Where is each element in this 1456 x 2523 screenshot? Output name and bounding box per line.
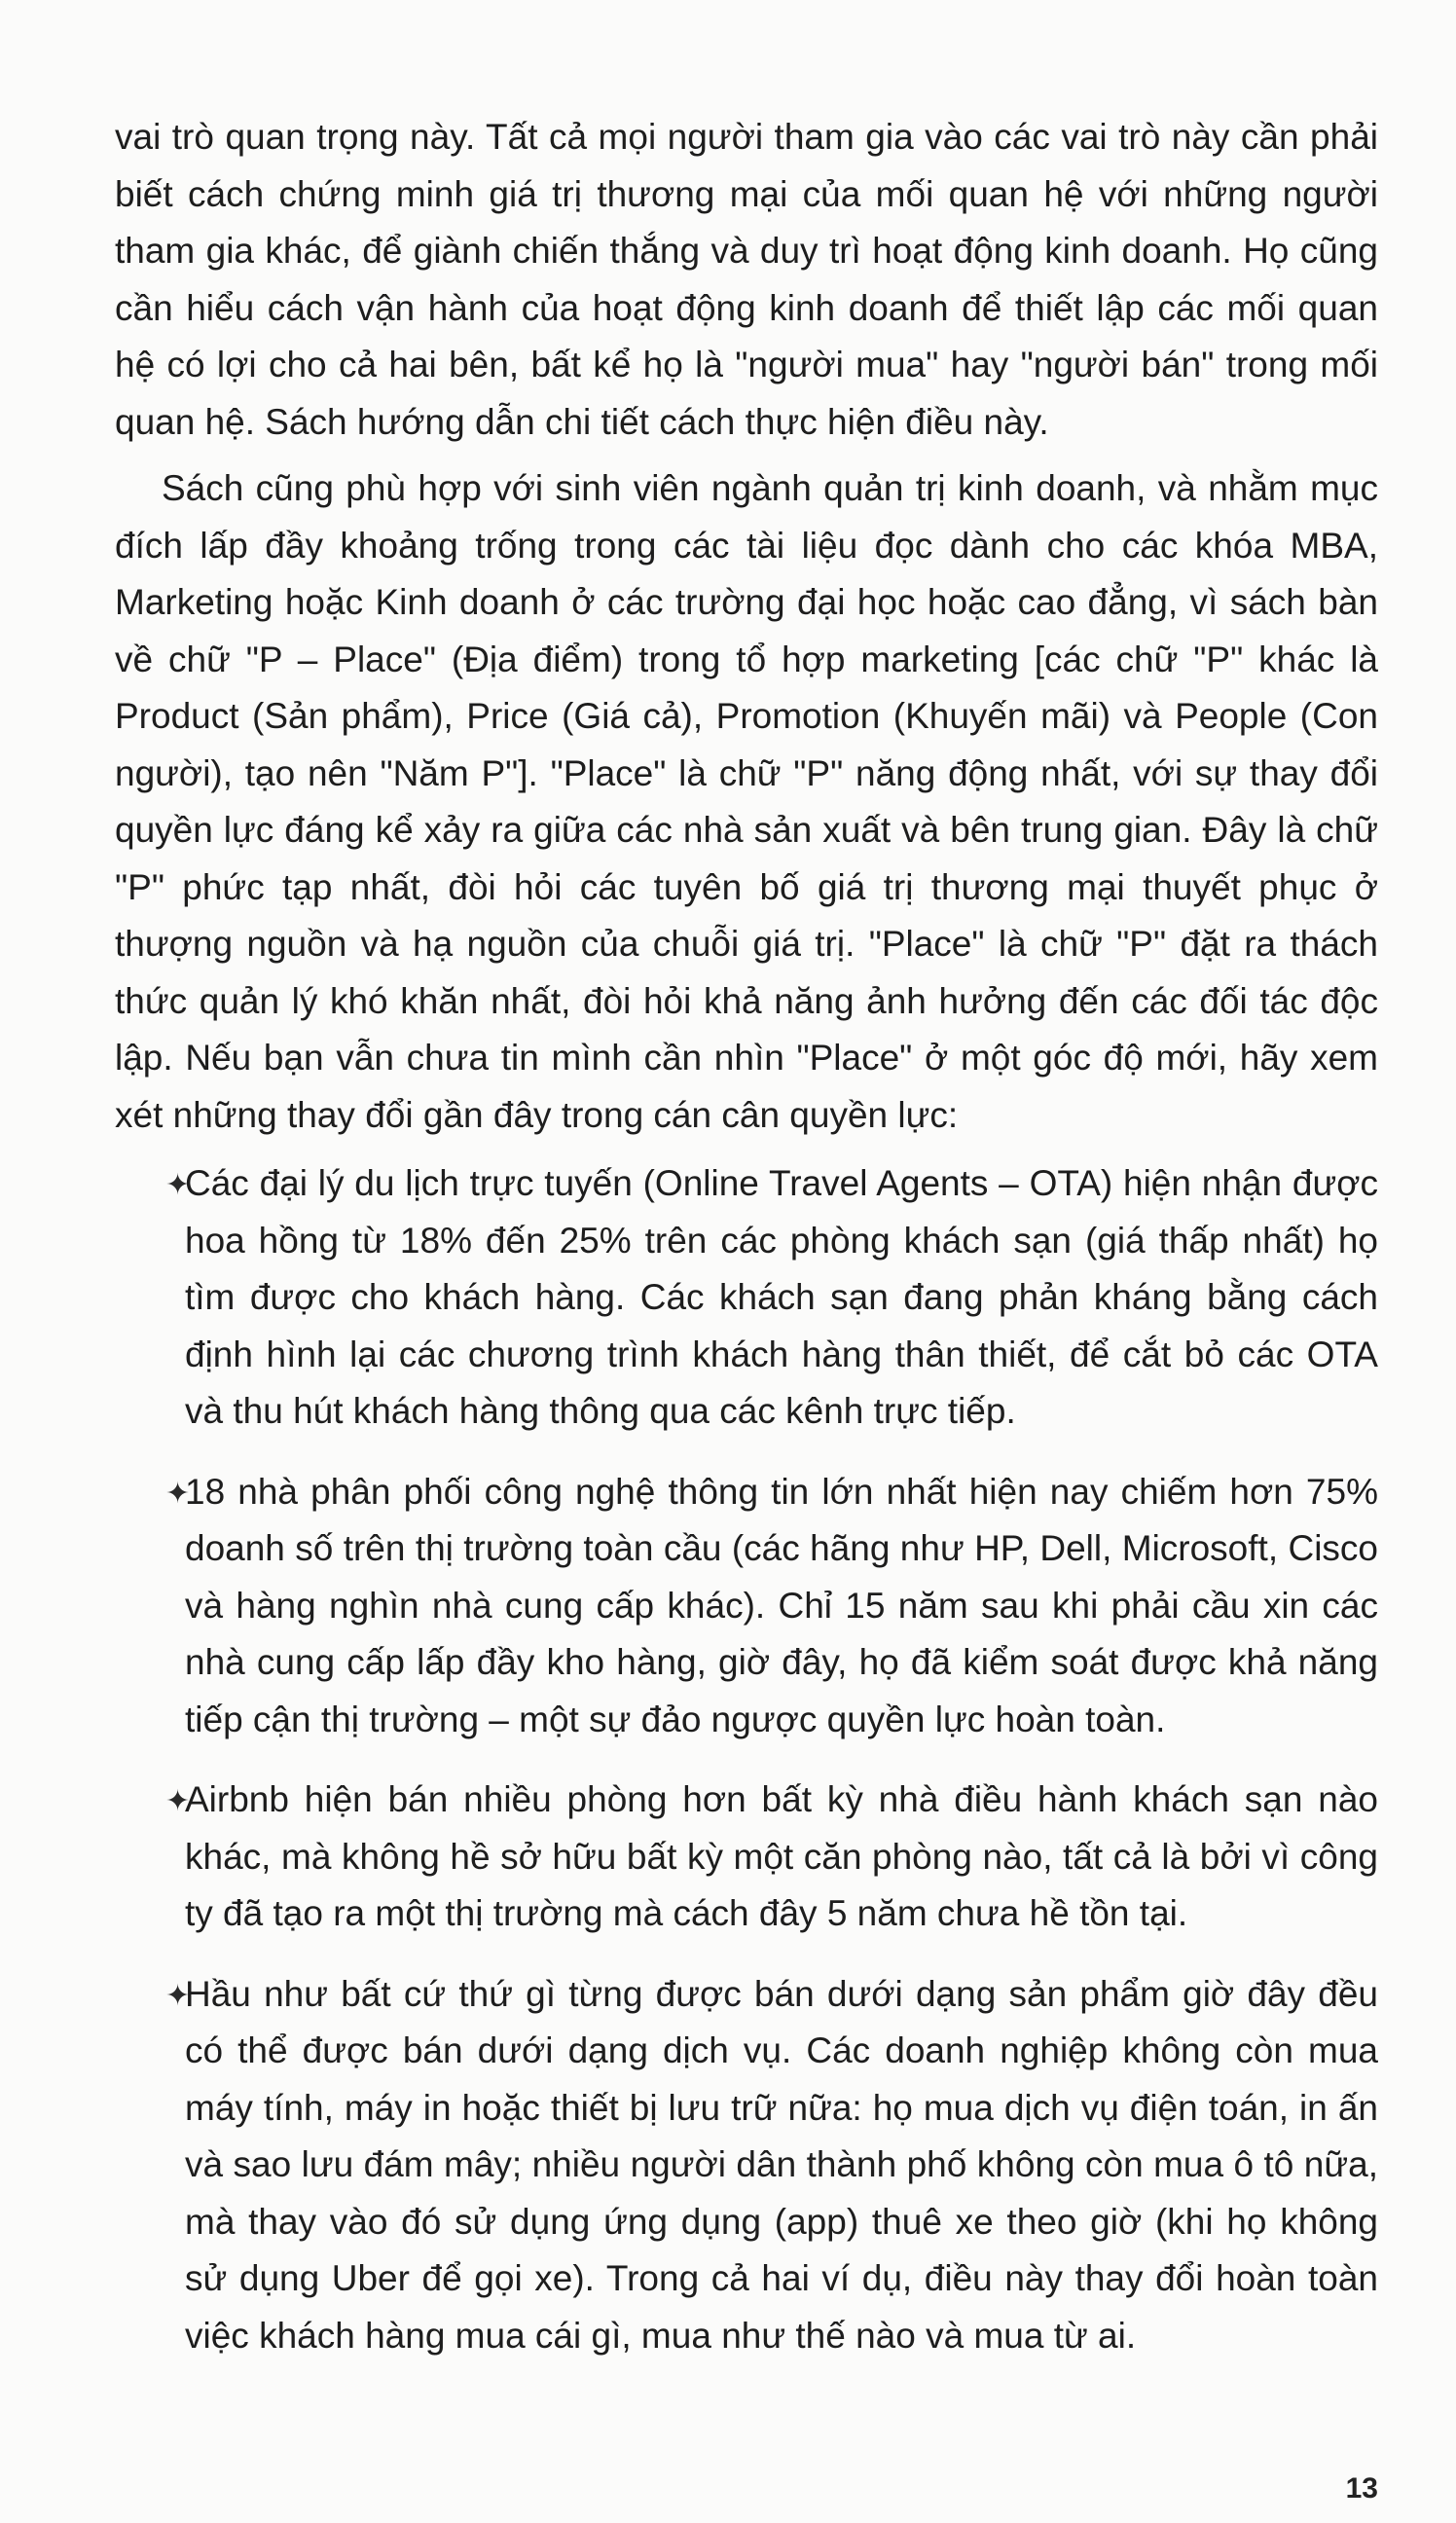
bullet-text: Airbnb hiện bán nhiều phòng hơn bất kỳ nhà điều hành khách sạn nào khác, mà không hề sở hữu bất kỳ một căn phòng nào, tất cả là bởi vì công ty đã tạo ra một thị trường mà cách đây 5 năm chưa hề tồn tại. (185, 1779, 1378, 1933)
list-item (115, 1464, 1378, 1749)
bullet-list (115, 1155, 1378, 2364)
bullet-text: Hầu như bất cứ thứ gì từng được bán dưới dạng sản phẩm giờ đây đều có thể được bán dưới dạng dịch vụ. Các doanh nghiệp không còn mua máy tính, máy in hoặc thiết bị lưu trữ nữa: họ mua dịch vụ điện toán, in ấn và sao lưu đám mây; nhiều người dân thành phố không còn mua ô tô nữa, mà thay vào đó sử dụng ứng dụng (app) thuê xe theo giờ (khi họ không sử dụng Uber để gọi xe). Trong cả hai ví dụ, điều này thay đổi hoàn toàn việc khách hàng mua cái gì, mua như thế nào và mua từ ai. (185, 1973, 1378, 2356)
intro-paragraph: vai trò quan trọng này. Tất cả mọi người tham gia vào các vai trò này cần phải biết cách chứng minh giá trị thương mại của mối quan hệ với những người tham gia khác, để giành chiến thắng và duy trì hoạt động kinh doanh. Họ cũng cần hiểu cách vận hành của hoạt động kinh doanh để thiết lập các mối quan hệ có lợi cho cả hai bên, bất kể họ là "người mua" hay "người bán" trong mối quan hệ. Sách hướng dẫn chi tiết cách thực hiện điều này. (115, 117, 1378, 442)
page-number: 13 (1345, 2472, 1378, 2505)
body-text (115, 109, 1378, 2388)
list-item (115, 1966, 1378, 2365)
four-point-star-icon: ✦ (165, 1979, 191, 2012)
list-item (115, 1772, 1378, 1943)
list-item (115, 1155, 1378, 1441)
second-paragraph: Sách cũng phù hợp với sinh viên ngành quản trị kinh doanh, và nhằm mục đích lấp đầy khoảng trống trong các tài liệu đọc dành cho các khóa MBA, Marketing hoặc Kinh doanh ở các trường đại học hoặc cao đẳng, vì sách bàn về chữ "P – Place" (Địa điểm) trong tổ hợp marketing [các chữ "P" khác là Product (Sản phẩm), Price (Giá cả), Promotion (Khuyến mãi) và People (Con người), tạo nên "Năm P"]. "Place" là chữ "P" năng động nhất, với sự thay đổi quyền lực đáng kể xảy ra giữa các nhà sản xuất và bên trung gian. Đây là chữ "P" phức tạp nhất, đòi hỏi các tuyên bố giá trị thương mại thuyết phục ở thượng nguồn và hạ nguồn của chuỗi giá trị. "Place" là chữ "P" đặt ra thách thức quản lý khó khăn nhất, đòi hỏi khả năng ảnh hưởng đến các đối tác độc lập. Nếu bạn vẫn chưa tin mình cần nhìn "Place" ở một góc độ mới, hãy xem xét những thay đổi gần đây trong cán cân quyền lực: (115, 468, 1378, 1135)
four-point-star-icon: ✦ (165, 1169, 191, 1201)
bullet-text: 18 nhà phân phối công nghệ thông tin lớn nhất hiện nay chiếm hơn 75% doanh số trên thị trường toàn cầu (các hãng như HP, Dell, Microsoft, Cisco và hàng nghìn nhà cung cấp khác). Chỉ 15 năm sau khi phải cầu xin các nhà cung cấp lấp đầy kho hàng, giờ đây, họ đã kiểm soát được khả năng tiếp cận thị trường – một sự đảo ngược quyền lực hoàn toàn. (185, 1471, 1378, 1739)
four-point-star-icon: ✦ (165, 1477, 191, 1510)
bullet-text: Các đại lý du lịch trực tuyến (Online Travel Agents – OTA) hiện nhận được hoa hồng từ 18% đến 25% trên các phòng khách sạn (giá thấp nhất) họ tìm được cho khách hàng. Các khách sạn đang phản kháng bằng cách định hình lại các chương trình khách hàng thân thiết, để cắt bỏ các OTA và thu hút khách hàng thông qua các kênh trực tiếp. (185, 1163, 1378, 1431)
four-point-star-icon: ✦ (165, 1785, 191, 1817)
